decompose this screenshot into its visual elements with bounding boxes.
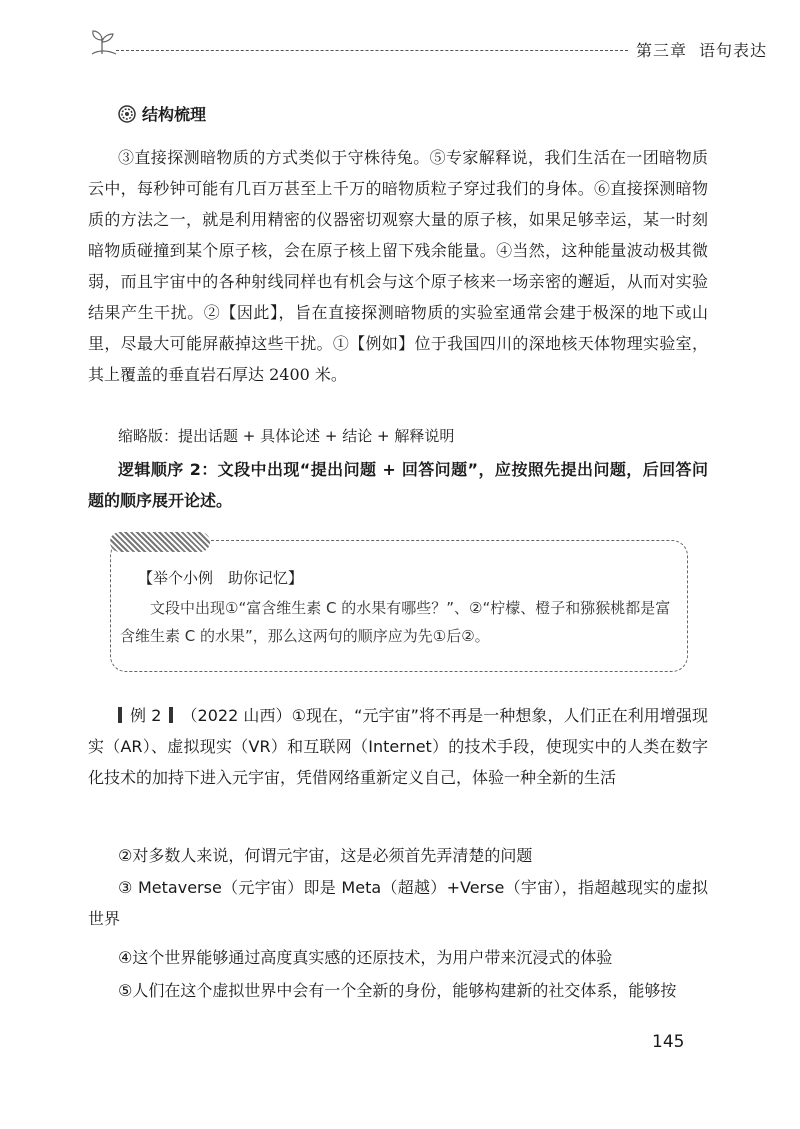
example-marker-icon: [169, 707, 173, 723]
page-number: 145: [652, 1032, 685, 1052]
section-title: [118, 102, 206, 125]
example-sentence-3: ③ Metaverse（元宇宙）即是 Meta（超越）+Verse（宇宙），指超越现实的虚拟世界: [88, 878, 708, 928]
tip-text: 文段中出现①“富含维生素 C 的水果有哪些？”、②“柠檬、橙子和猕猴桃都是富含维生素 C 的水果”，那么这两句的顺序应为先①后②。: [120, 599, 671, 645]
example-sentence-1: （2022 山西）①现在，“元宇宙”将不再是一种想象，人们正在利用增强现实（AR）、虚拟现实（VR）和互联网（Internet）的技术手段，使现实中的人类在数字化技术的加持下进入元宇宙，凭借网络重新定义自己，体验一种全新的生活: [88, 706, 708, 787]
sprout-logo-icon: [88, 28, 118, 56]
example-sentence-4: ④这个世界能够通过高度真实感的还原技术，为用户带来沉浸式的体验: [118, 948, 613, 967]
example-marker-icon: [118, 707, 122, 723]
summary-line: 缩略版：提出话题 + 具体论述 + 结论 + 解释说明: [118, 427, 455, 445]
header-divider: [116, 50, 628, 51]
page-header: [88, 28, 768, 68]
logic-order-note: 逻辑顺序 2：文段中出现“提出问题 + 回答问题”，应按照先提出问题，后回答问题的顺序展开论述。: [88, 460, 708, 510]
chapter-heading: [636, 38, 779, 61]
example-label: 例 2: [130, 706, 162, 725]
chapter-number: 第三章: [636, 41, 688, 60]
section-title-text: 结构梳理: [142, 105, 207, 124]
example-sentence-2: ②对多数人来说，何谓元宇宙，这是必须首先弄清楚的问题: [118, 846, 533, 865]
flower-icon: [118, 105, 136, 123]
tip-badge-icon: [110, 532, 210, 552]
example-sentence-5: ⑤人们在这个虚拟世界中会有一个全新的身份，能够构建新的社交体系，能够按: [118, 981, 677, 1000]
structure-paragraph: ③直接探测暗物质的方式类似于守株待兔。⑤专家解释说，我们生活在一团暗物质云中，每秒钟可能有几百万甚至上千万的暗物质粒子穿过我们的身体。⑥直接探测暗物质的方法之一，就是利用精密的仪器密切观察大量的原子核，如果足够幸运，某一时刻暗物质碰撞到某个原子核，会在原子核上留下残余能量。④当然，这种能量波动极其微弱，而且宇宙中的各种射线同样也有机会与这个原子核来一场亲密的邂逅，从而对实验结果产生干扰。②【因此】，旨在直接探测暗物质的实验室通常会建于极深的地下或山里，尽最大可能屏蔽掉这些干扰。①【例如】位于我国四川的深地核天体物理实验室，其上覆盖的垂直岩石厚达 2400 米。: [88, 148, 708, 384]
example-paragraph: [88, 700, 708, 793]
tip-heading: 【举个小例 助你记忆】: [138, 569, 304, 587]
chapter-title: 语句表达: [699, 41, 768, 60]
